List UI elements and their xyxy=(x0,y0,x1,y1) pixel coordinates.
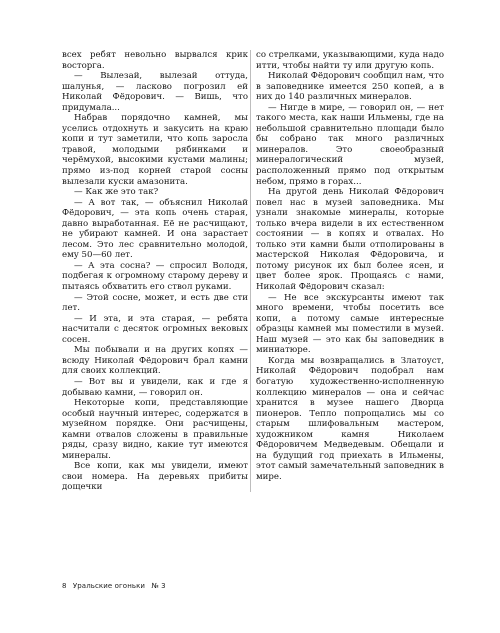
right-text-column xyxy=(256,50,444,482)
issue-number: № 3 xyxy=(151,582,166,590)
column-divider xyxy=(250,50,251,492)
paragraph: — Вылезай, вылезай оттуда, шалунья, — ласково погрозил ей Николай Фёдорович. — Вишь, что придумала... xyxy=(62,71,248,113)
paragraph: Все копи, как мы увидели, имеют свои номера. На деревьях прибиты дощечки xyxy=(62,461,248,493)
paragraph: всех ребят невольно вырвался крик восторга. xyxy=(62,50,248,71)
paragraph: Некоторые копи, представляющие особый научный интерес, содержатся в музейном порядке. Они расчищены, камни отвалов сложены в правильные ряды, сразу видно, какие тут имеются минералы. xyxy=(62,398,248,461)
page-number: 8 xyxy=(62,582,67,590)
paragraph: — И эта, и эта старая, — ребята насчитали с десяток огромных вековых сосен. xyxy=(62,313,248,345)
paragraph: со стрелками, указывающими, куда надо итти, чтобы найти ту или другую копь. xyxy=(256,50,444,71)
paragraph: Когда мы возвращались в Златоуст, Николай Фёдорович подобрал нам богатую художественно-исполненную коллекцию минералов — она и сейчас хранится в музее нашего Дворца пионеров. Тепло попрощались мы со старым шлифовальным мастером, художником камня Николаем Фёдоровичем Медведевым. Обещали и на будущий год приехать в Ильмены, этот самый замечательный заповедник в мире. xyxy=(256,355,444,482)
left-text-column xyxy=(62,50,248,493)
paragraph: Николай Фёдорович сообщил нам, что в заповеднике имеется 250 копей, а в них до 140 различных минералов. xyxy=(256,71,444,103)
paragraph: — А эта сосна? — спросил Володя, подбегая к огромному старому дереву и пытаясь обхватить его ствол руками. xyxy=(62,260,248,293)
paragraph: — Как же это так? xyxy=(74,187,159,198)
paragraph: — Этой сосне, может, и есть две сти лет. xyxy=(62,292,248,314)
paragraph: Набрав порядочно камней, мы уселись отдохнуть и закусить на краю копи и тут заметили, что копь заросла травой, молодыми рябинками и черёмухой, высокими кустами малины; прямо из-под корней старой сосны вылезали куски амазонита. xyxy=(62,113,248,187)
paragraph: — А вот так, — объяснил Николай Фёдорович, — эта копь очень старая, давно выработанная. Её не расчищают, не убирают камней. И она зарастает лесом. Это лес сравнительно молодой, ему 50—60 лет. xyxy=(62,197,248,261)
paragraph: — Вот вы и увидели, как и где я добываю камни, — говорил он. xyxy=(62,376,248,398)
paragraph: — Нигде в мире, — говорил он, — нет такого места, как наши Ильмены, где на небольшой сравнительно площади было бы собрано так много различных минералов. Это своеобразный минералогический музей, расположенный прямо под открытым небом, прямо в горах... xyxy=(256,102,444,187)
paragraph: Мы побывали и на других копях — всюду Николай Фёдорович брал камни для своих коллекций. xyxy=(62,345,248,377)
page-footer xyxy=(62,582,170,590)
paragraph: На другой день Николай Фёдорович повел нас в музей заповедника. Мы узнали знакомые минералы, которые только вчера видели в их естественном состоянии — в копях и отвалах. Но только эти камни были отполированы в мастерской Николая Фёдоровича, и потому рисунок их был более ясен, и цвет более ярок. Прощаясь с нами, Николай Фёдорович сказал: xyxy=(256,187,444,293)
paragraph: — Не все экскурсанты имеют так много времени, чтобы посетить все копи, а потому самые интересные образцы камней мы поместили в музей. Наш музей — это как бы заповедник в миниатюре. xyxy=(256,292,444,356)
magazine-title: Уральские огоньки xyxy=(72,582,146,590)
